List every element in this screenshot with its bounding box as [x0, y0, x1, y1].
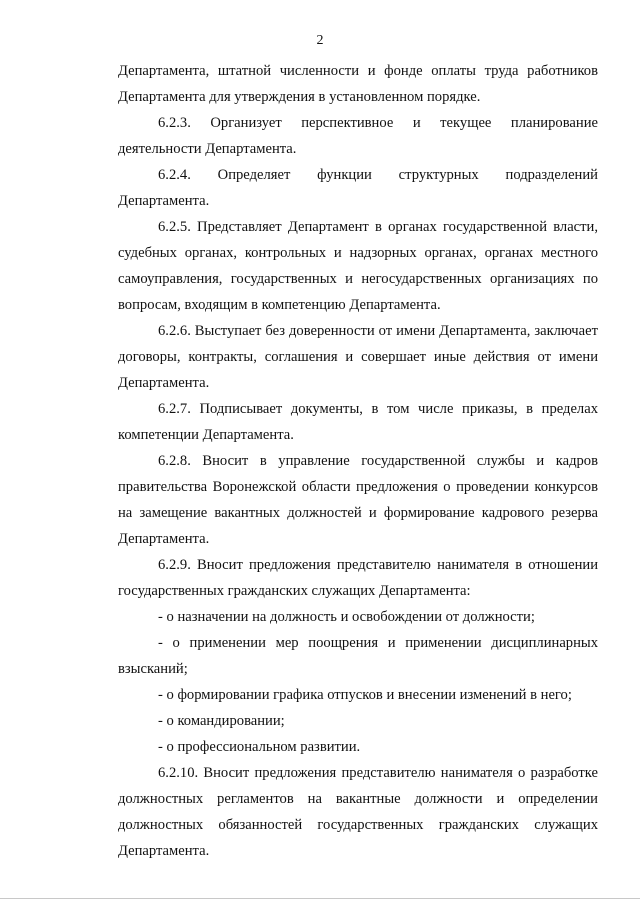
paragraph-6-2-7: 6.2.7. Подписывает документы, в том числе приказы, в пределах компетенции Департамента.	[118, 401, 598, 443]
paragraph-6-2-3: 6.2.3. Организует перспективное и текущее планирование деятельности Департамента.	[118, 115, 598, 157]
paragraph-6-2-10: 6.2.10. Вносит предложения представителю нанимателя о разработке должностных регламентов на вакантные должности и определении должностных обязанностей государственных гражданских служащих Департамента.	[118, 765, 598, 859]
paragraph-6-2-8: 6.2.8. Вносит в управление государственной службы и кадров правительства Воронежской области предложения о проведении конкурсов на замещение вакантных должностей и формирование кадрового резерва Департамента.	[118, 453, 598, 547]
page-number: 2	[316, 33, 324, 48]
paragraph-continuation: Департамента, штатной численности и фонде оплаты труда работников Департамента для утверждения в установленном порядке.	[118, 63, 598, 105]
list-item-business-trips: - о командировании;	[158, 713, 285, 729]
page-bottom-edge	[0, 898, 640, 899]
document-body	[118, 58, 598, 864]
list-item-professional-development: - о профессиональном развитии.	[158, 739, 361, 755]
list-item-appointment: - о назначении на должность и освобождении от должности;	[158, 609, 535, 625]
paragraph-6-2-5: 6.2.5. Представляет Департамент в органах государственной власти, судебных органах, контрольных и надзорных органах, органах местного самоуправления, государственных и негосударственных организациях по вопросам, входящим в компетенцию Департамента.	[118, 219, 598, 313]
list-item-incentives-penalties: - о применении мер поощрения и применении дисциплинарных взысканий;	[118, 635, 598, 677]
list-item-vacation-schedule: - о формировании графика отпусков и внесении изменений в него;	[158, 687, 572, 703]
paragraph-6-2-9: 6.2.9. Вносит предложения представителю нанимателя в отношении государственных гражданских служащих Департамента:	[118, 557, 598, 599]
paragraph-6-2-4: 6.2.4. Определяет функции структурных подразделений Департамента.	[118, 167, 598, 209]
paragraph-6-2-6: 6.2.6. Выступает без доверенности от имени Департамента, заключает договоры, контракты, соглашения и совершает иные действия от имени Департамента.	[118, 323, 598, 391]
